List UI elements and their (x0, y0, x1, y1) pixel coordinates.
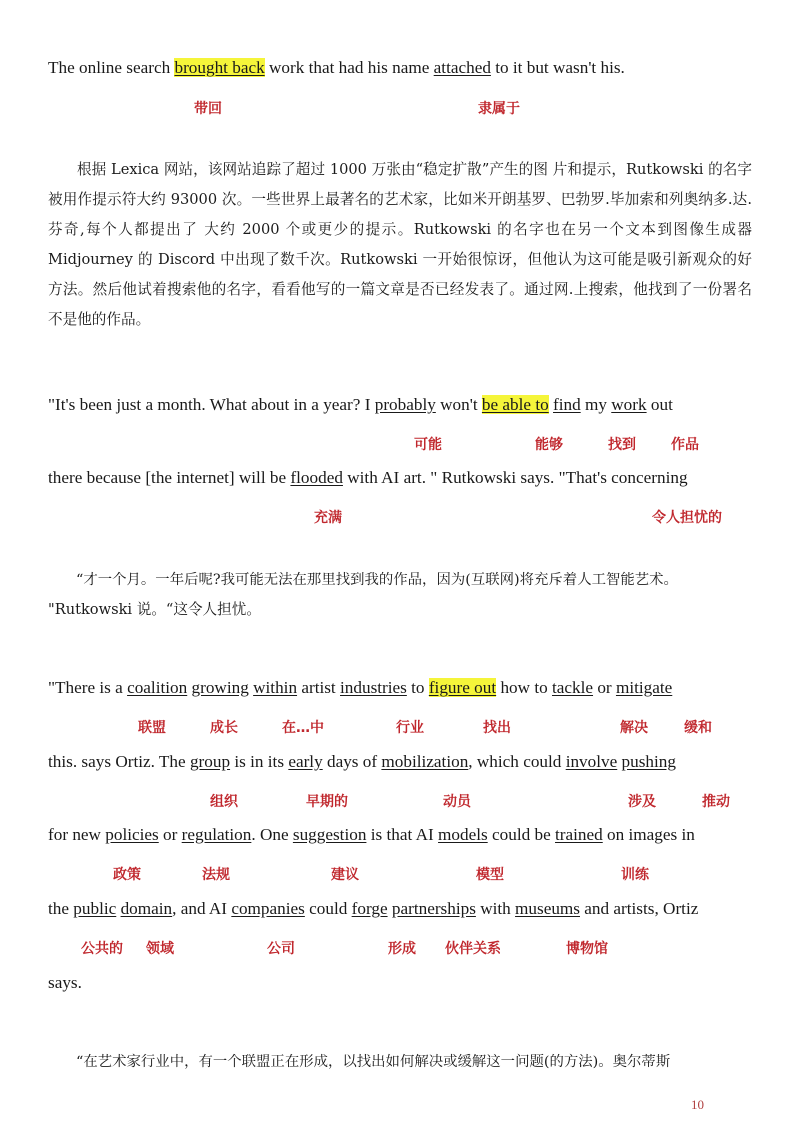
page-number: 10 (691, 1097, 704, 1112)
word-figure-out: figure out (428, 678, 497, 697)
word-work: work (611, 395, 647, 414)
word-industries: industries (340, 678, 407, 697)
ann-trained: 训练 (621, 867, 649, 883)
ann-figure-out: 找出 (483, 720, 511, 736)
para2-line2: there because [the internet] will be flooded with AI art. " Rutkowski says. "That's concerning (48, 468, 688, 487)
word-public: public (73, 899, 117, 918)
ann-museums: 博物馆 (566, 941, 608, 957)
ann-policies: 政策 (113, 867, 141, 883)
word-probably: probably (374, 395, 436, 414)
word-be-able-to: be able to (481, 395, 549, 414)
ann-within: 在…中 (282, 720, 324, 736)
chinese-paragraph-2-line1: “才一个月。一年后呢?我可能无法在那里找到我的作品，因为(互联网)将充斥着人工智能艺术。 (76, 572, 678, 588)
ann-pushing: 推动 (702, 794, 730, 810)
ann-brought-back: 带回 (194, 101, 222, 117)
word-models: models (438, 825, 488, 844)
ann-domain: 领域 (146, 941, 174, 957)
ann-public: 公共的 (81, 941, 123, 957)
word-companies: companies (231, 899, 305, 918)
ann-suggestion: 建议 (331, 867, 359, 883)
ann-mobilization: 动员 (443, 794, 471, 810)
ann-probably: 可能 (414, 437, 442, 453)
para3-line4: the public domain, and AI companies could forge partnerships with museums and artists, Ortiz (48, 899, 699, 918)
ann-concerning: 令人担忧的 (652, 510, 722, 526)
word-pushing: pushing (621, 752, 676, 771)
word-suggestion: suggestion (292, 825, 367, 844)
word-mitigate: mitigate (615, 678, 673, 697)
word-forge: forge (351, 899, 388, 918)
word-group: group (189, 752, 231, 771)
ann-companies: 公司 (267, 941, 295, 957)
chinese-paragraph-3-line1: “在艺术家行业中，有一个联盟正在形成，以找出如何解决或缓解这一问题(的方法)。奥尔蒂斯 (76, 1054, 671, 1070)
word-flooded: flooded (290, 468, 343, 487)
ann-group: 组织 (210, 794, 238, 810)
word-coalition: coalition (127, 678, 188, 697)
word-attached: attached (433, 58, 491, 77)
word-museums: museums (515, 899, 580, 918)
chinese-paragraph-1: 根据 Lexica 网站，该网站追踪了超过 1000 万张由“稳定扩散”产生的图 片和提示，Rutkowski 的名字被用作提示符大约 93000 次。一些世界上最著名的艺术家，比如米开朗基罗、巴勃罗.毕加索和列奥纳多.达.芬奇,每个人都提出了 大约 2000 个或更少的提示。Rutkowski 的名字也在另一个文本到图像生成器 Midjourney 的 Discord 中出现了数千次。Rutkowski 一开始很惊讶，但他认为这可能是吸引新观众的好方法。然后他试着搜索他的名字，看看他写的一篇文章是否已经发表了。通过网.上搜索，他找到了一份署名不是他的作品。 (48, 161, 752, 328)
word-mobilization: mobilization (381, 752, 469, 771)
ann-coalition: 联盟 (138, 720, 166, 736)
ann-early: 早期的 (306, 794, 348, 810)
para3-line3: for new policies or regulation. One suggestion is that AI models could be trained on images in (48, 825, 695, 844)
ann-models: 模型 (476, 867, 504, 883)
ann-forge: 形成 (388, 941, 416, 957)
para3-line1: "There is a coalition growing within artist industries to figure out how to tackle or mitigate (48, 678, 673, 697)
para3-line2: this. says Ortiz. The group is in its early days of mobilization, which could involve pushing (48, 752, 676, 771)
ann-find: 找到 (608, 437, 636, 453)
para2-line1: "It's been just a month. What about in a year? I probably won't be able to find my work out (48, 395, 673, 414)
word-find: find (553, 395, 581, 414)
chinese-paragraph-2-line2: "Rutkowski 说。“这令人担忧。 (48, 601, 261, 618)
ann-work: 作品 (671, 437, 699, 453)
ann-regulation: 法规 (202, 867, 230, 883)
word-brought-back: brought back (174, 58, 265, 77)
ann-be-able-to: 能够 (535, 437, 563, 453)
ann-involve: 涉及 (628, 794, 656, 810)
word-partnerships: partnerships (391, 899, 476, 918)
word-early: early (288, 752, 323, 771)
word-growing: growing (191, 678, 249, 697)
word-regulation: regulation (181, 825, 252, 844)
word-involve: involve (565, 752, 618, 771)
ann-flooded: 充满 (314, 510, 342, 526)
word-policies: policies (105, 825, 159, 844)
ann-attached: 隶属于 (478, 101, 520, 117)
word-trained: trained (555, 825, 603, 844)
ann-growing: 成长 (210, 720, 238, 736)
ann-partnerships: 伙伴关系 (445, 941, 501, 957)
para3-line5: says. (48, 973, 82, 992)
word-tackle: tackle (552, 678, 594, 697)
word-within: within (253, 678, 298, 697)
ann-industries: 行业 (396, 720, 424, 736)
para1-line1: The online search brought back work that had his name attached to it but wasn't his. (48, 58, 625, 77)
ann-tackle: 解决 (620, 720, 648, 736)
ann-mitigate: 缓和 (684, 720, 712, 736)
word-domain: domain (120, 899, 173, 918)
